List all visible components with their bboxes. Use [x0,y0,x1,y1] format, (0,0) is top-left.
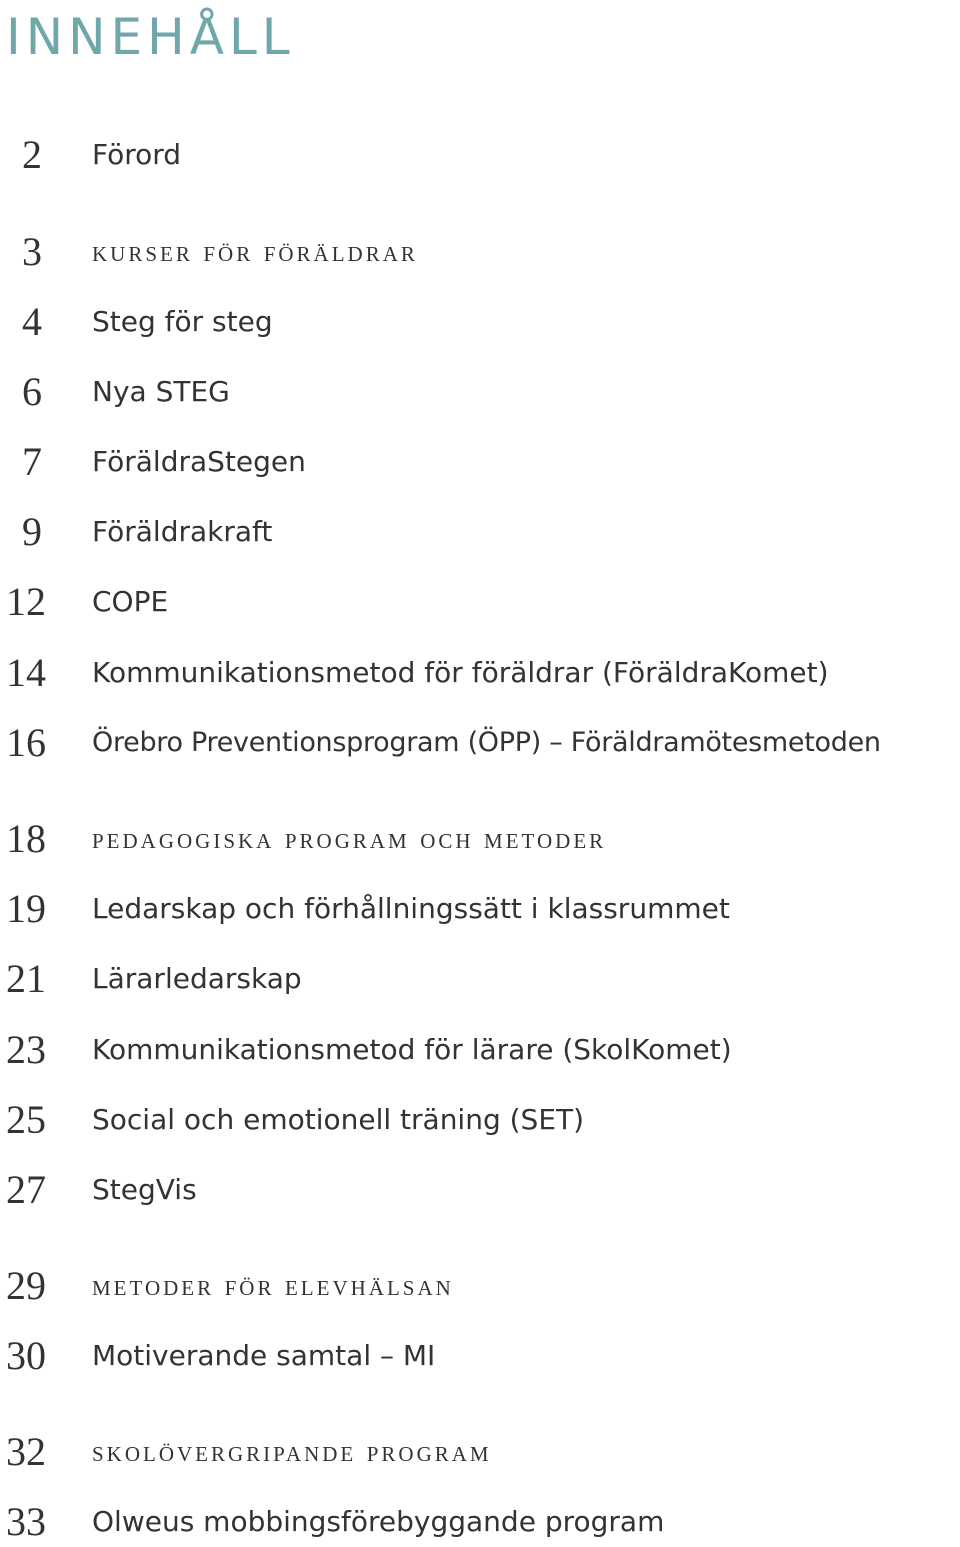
entry-label: Steg för steg [92,305,273,338]
entry-label: Olweus mobbingsförebyggande program [92,1505,665,1538]
page-number: 19 [6,886,46,931]
entry-label: Nya STEG [92,375,230,408]
entry-label: Lärarledarskap [92,962,302,995]
toc-entry-lararledarskap[interactable] [0,954,960,1004]
page-number: 23 [6,1027,46,1072]
entry-label: Föräldrakraft [92,515,273,548]
section-label: pedagogiska program och metoder [92,822,607,855]
page-number: 4 [22,299,42,344]
page-number: 14 [6,650,46,695]
toc-section-kurser-for-foraldrar[interactable] [0,227,960,277]
page-number: 6 [22,369,42,414]
page-number: 33 [6,1499,46,1544]
page-number: 18 [6,816,46,861]
toc-entry-motiverande-samtal[interactable] [0,1331,960,1381]
page-number: 9 [22,509,42,554]
page-number: 27 [6,1167,46,1212]
toc-entry-foraldrastegen[interactable] [0,437,960,487]
section-label: metoder för elevhälsan [92,1269,454,1302]
section-label: kurser för föräldrar [92,235,418,268]
entry-label: Förord [92,138,182,171]
entry-label: Social och emotionell träning (SET) [92,1103,585,1136]
page-number: 3 [22,229,42,274]
page-number: 21 [6,956,46,1001]
page-number: 16 [6,720,46,765]
toc-entry-forord[interactable] [0,130,960,180]
entry-label: Örebro Preventionsprogram (ÖPP) – Föräldramötesmetoden [92,727,881,758]
page-number: 29 [6,1263,46,1308]
toc-section-metoder-for-elevhalsan[interactable] [0,1261,960,1311]
page-number: 2 [22,132,42,177]
toc-entry-foraldrakomet[interactable] [0,648,960,698]
entry-label: COPE [92,585,169,618]
entry-label: Kommunikationsmetod för lärare (SkolKomet) [92,1033,732,1066]
toc-section-skolovergripande-program[interactable] [0,1427,960,1477]
toc-entry-stegvis[interactable] [0,1165,960,1215]
page-number: 25 [6,1097,46,1142]
toc-entry-opp[interactable] [0,718,960,768]
toc-entry-nya-steg[interactable] [0,367,960,417]
section-label: skolövergripande program [92,1435,492,1468]
page-title: INNEHÅLL [6,8,295,66]
entry-label: Motiverande samtal – MI [92,1339,436,1372]
page-number: 7 [22,439,42,484]
entry-label: Kommunikationsmetod för föräldrar (FöräldraKomet) [92,656,829,689]
entry-label: StegVis [92,1173,197,1206]
entry-label: Ledarskap och förhållningssätt i klassrummet [92,892,730,925]
toc-entry-ledarskap[interactable] [0,884,960,934]
toc-entry-cope[interactable] [0,577,960,627]
toc-entry-skolkomet[interactable] [0,1025,960,1075]
toc-entry-foraldrakraft[interactable] [0,507,960,557]
toc-entry-olweus[interactable] [0,1497,960,1547]
entry-label: FöräldraStegen [92,445,306,478]
toc-section-pedagogiska-program[interactable] [0,814,960,864]
page-number: 12 [6,579,46,624]
toc-entry-steg-for-steg[interactable] [0,297,960,347]
toc-entry-set[interactable] [0,1095,960,1145]
page-number: 30 [6,1333,46,1378]
page-number: 32 [6,1429,46,1474]
